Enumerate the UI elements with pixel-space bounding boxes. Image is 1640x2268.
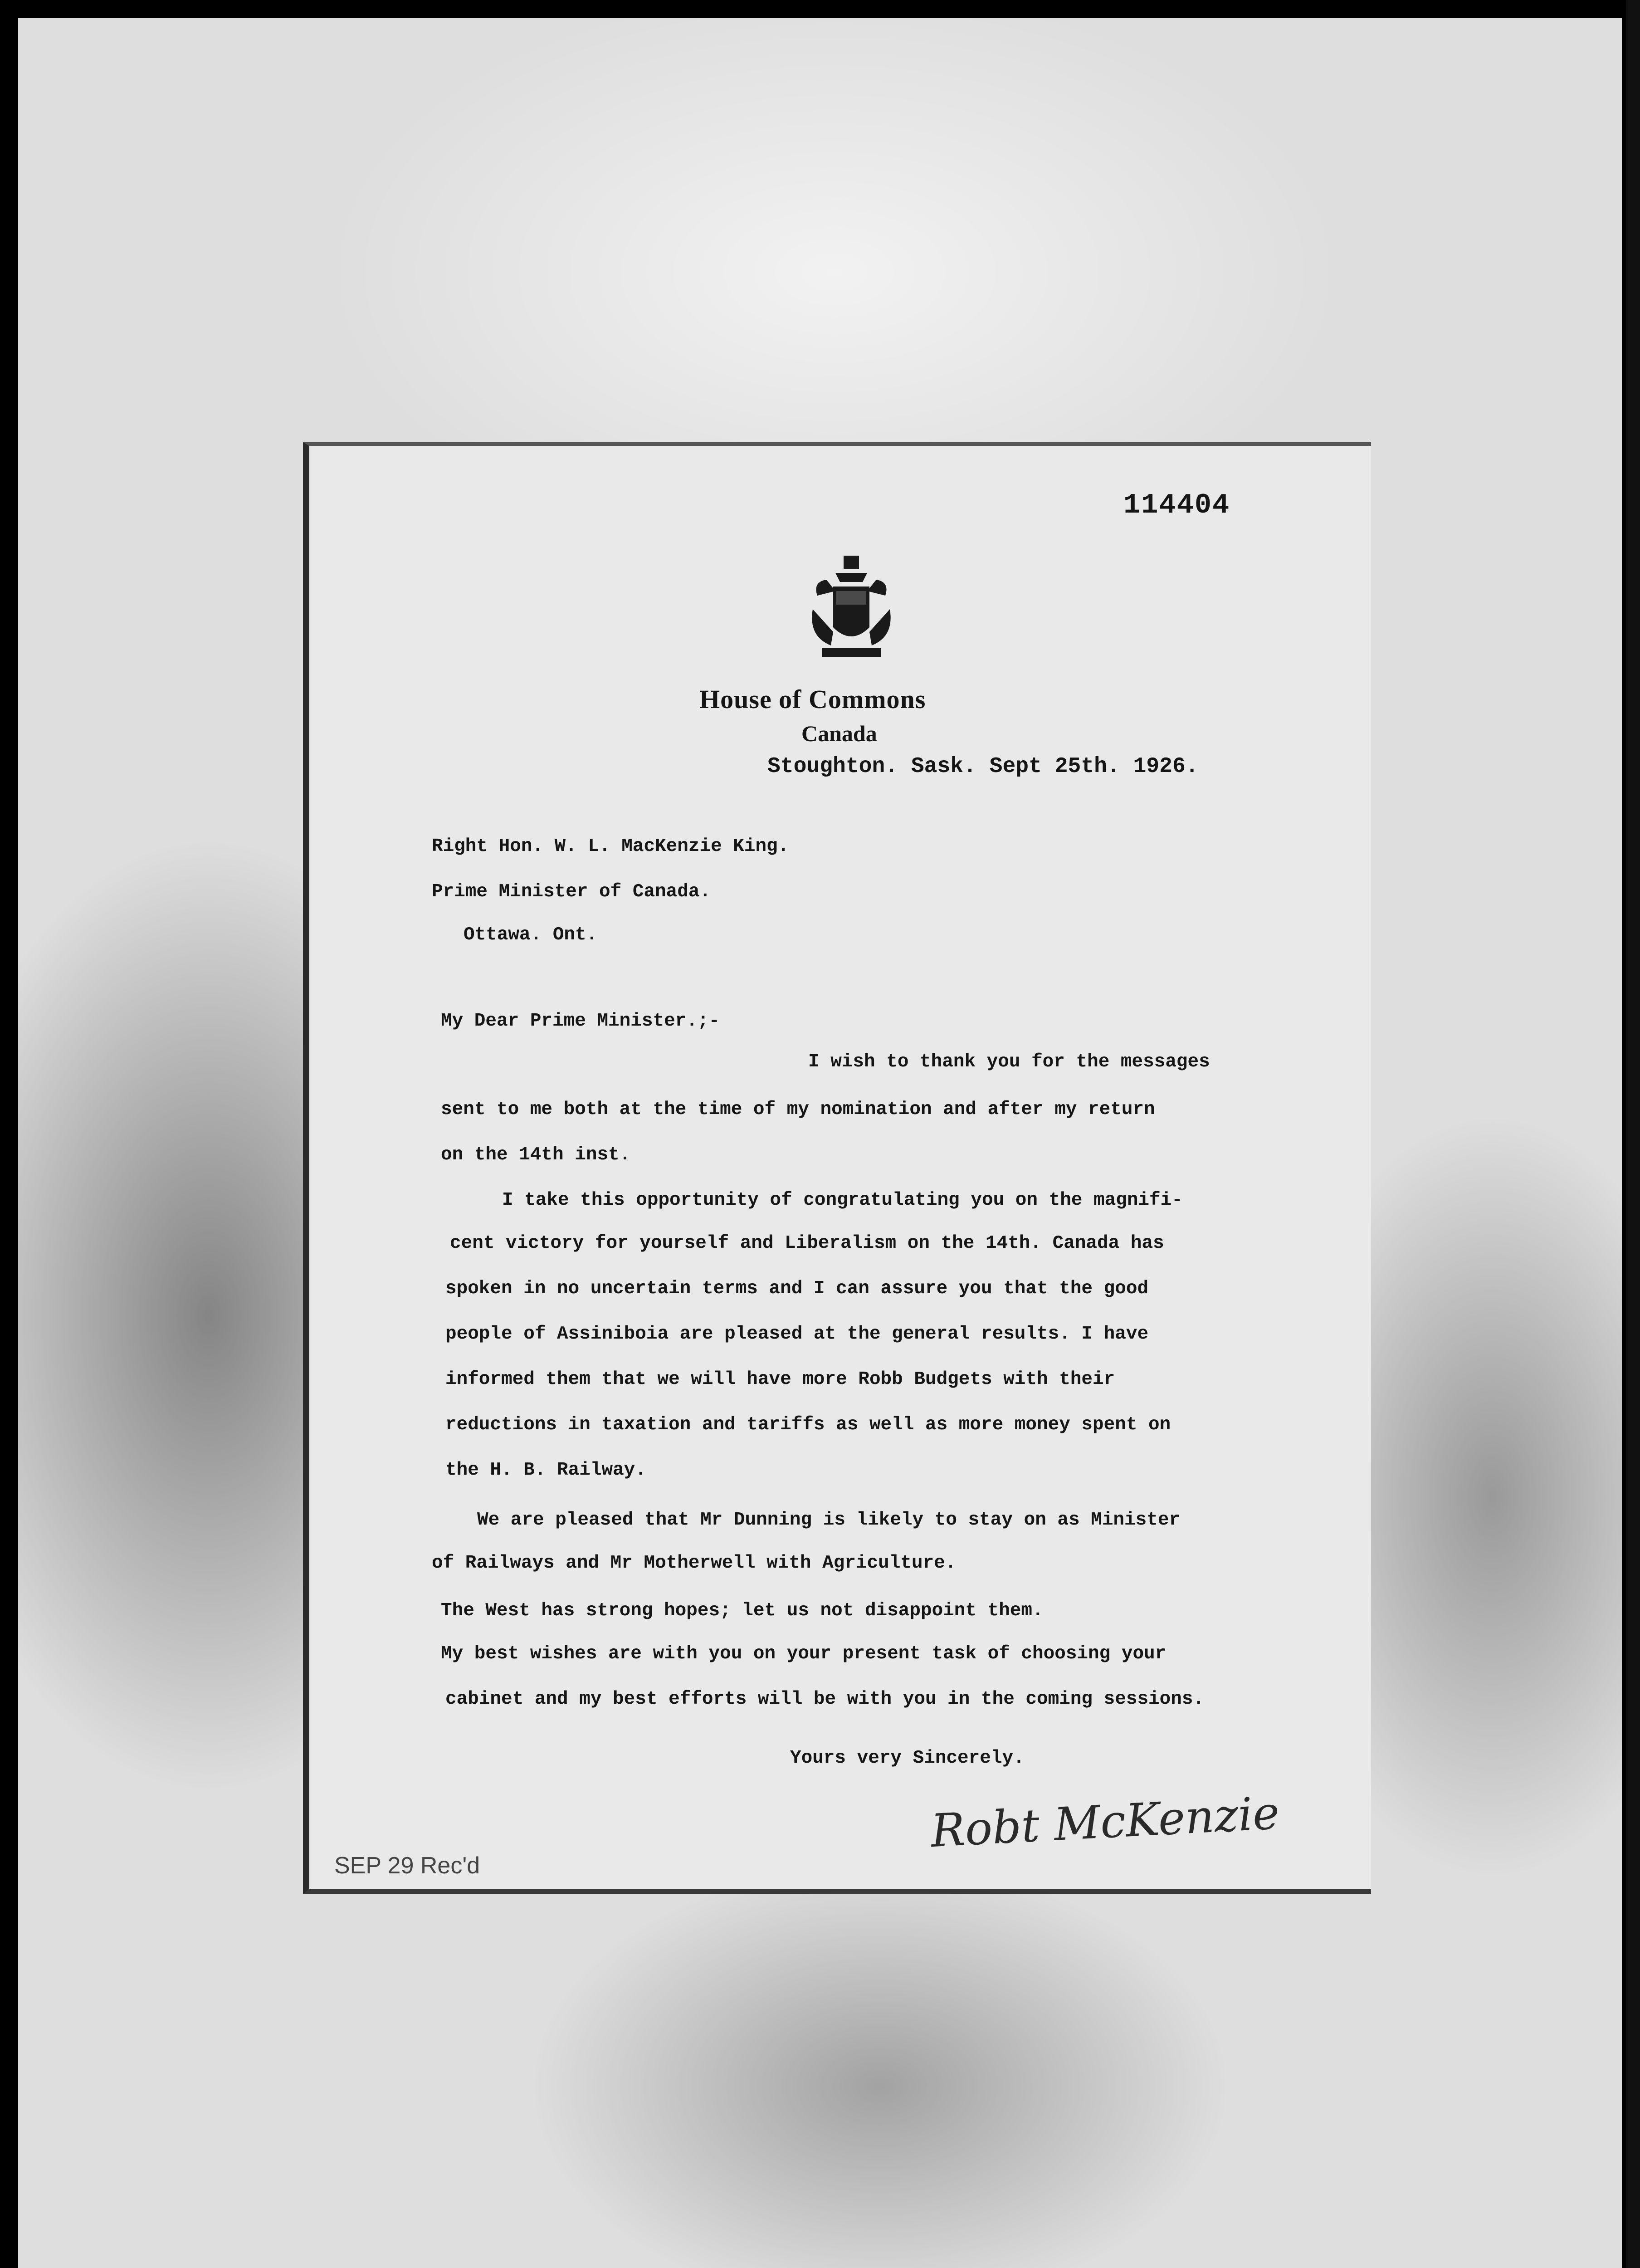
body-line: of Railways and Mr Motherwell with Agriculture. — [432, 1553, 957, 1574]
closing: Yours very Sincerely. — [790, 1748, 1025, 1769]
coat-of-arms-icon — [808, 555, 894, 664]
letter-place-date: Stoughton. Sask. Sept 25th. 1926. — [767, 754, 1199, 779]
body-line: the H. B. Railway. — [445, 1460, 646, 1481]
body-line: reductions in taxation and tariffs as well as more money spent on — [445, 1414, 1171, 1435]
letterhead-org-name: House of Commons — [699, 684, 926, 714]
body-line: We are pleased that Mr Dunning is likely to stay on as Minister — [477, 1510, 1181, 1530]
recipient-line: Ottawa. Ont. — [464, 924, 598, 945]
letterhead-country: Canada — [801, 721, 877, 746]
body-line: informed them that we will have more Robb Budgets with their — [445, 1369, 1115, 1390]
body-line: cabinet and my best efforts will be with you in the coming sessions. — [445, 1689, 1205, 1710]
body-line: spoken in no uncertain terms and I can assure you that the good — [445, 1278, 1149, 1299]
recipient-line: Prime Minister of Canada. — [432, 881, 711, 902]
body-line: cent victory for yourself and Liberalism on the 14th. Canada has — [450, 1233, 1164, 1254]
body-line: on the 14th inst. — [441, 1144, 631, 1165]
body-line: people of Assiniboia are pleased at the general results. I have — [445, 1324, 1149, 1344]
recipient-line: Right Hon. W. L. MacKenzie King. — [432, 836, 789, 857]
body-line: I wish to thank you for the messages — [808, 1051, 1210, 1072]
received-stamp: SEP 29 Rec'd — [334, 1853, 480, 1879]
body-line: I take this opportunity of congratulating you on the magnifi- — [502, 1190, 1183, 1211]
document-number: 114404 — [1123, 489, 1230, 521]
salutation: My Dear Prime Minister.;- — [441, 1011, 720, 1031]
signature: Robt McKenzie — [929, 1786, 1281, 1858]
body-line: sent to me both at the time of my nomination and after my return — [441, 1099, 1155, 1120]
letter-sheet — [303, 442, 1371, 1894]
film-edge-right — [1626, 0, 1640, 2268]
film-edge-top — [0, 0, 1640, 18]
body-line: The West has strong hopes; let us not disappoint them. — [441, 1600, 1044, 1621]
body-line: My best wishes are with you on your present task of choosing your — [441, 1643, 1167, 1664]
